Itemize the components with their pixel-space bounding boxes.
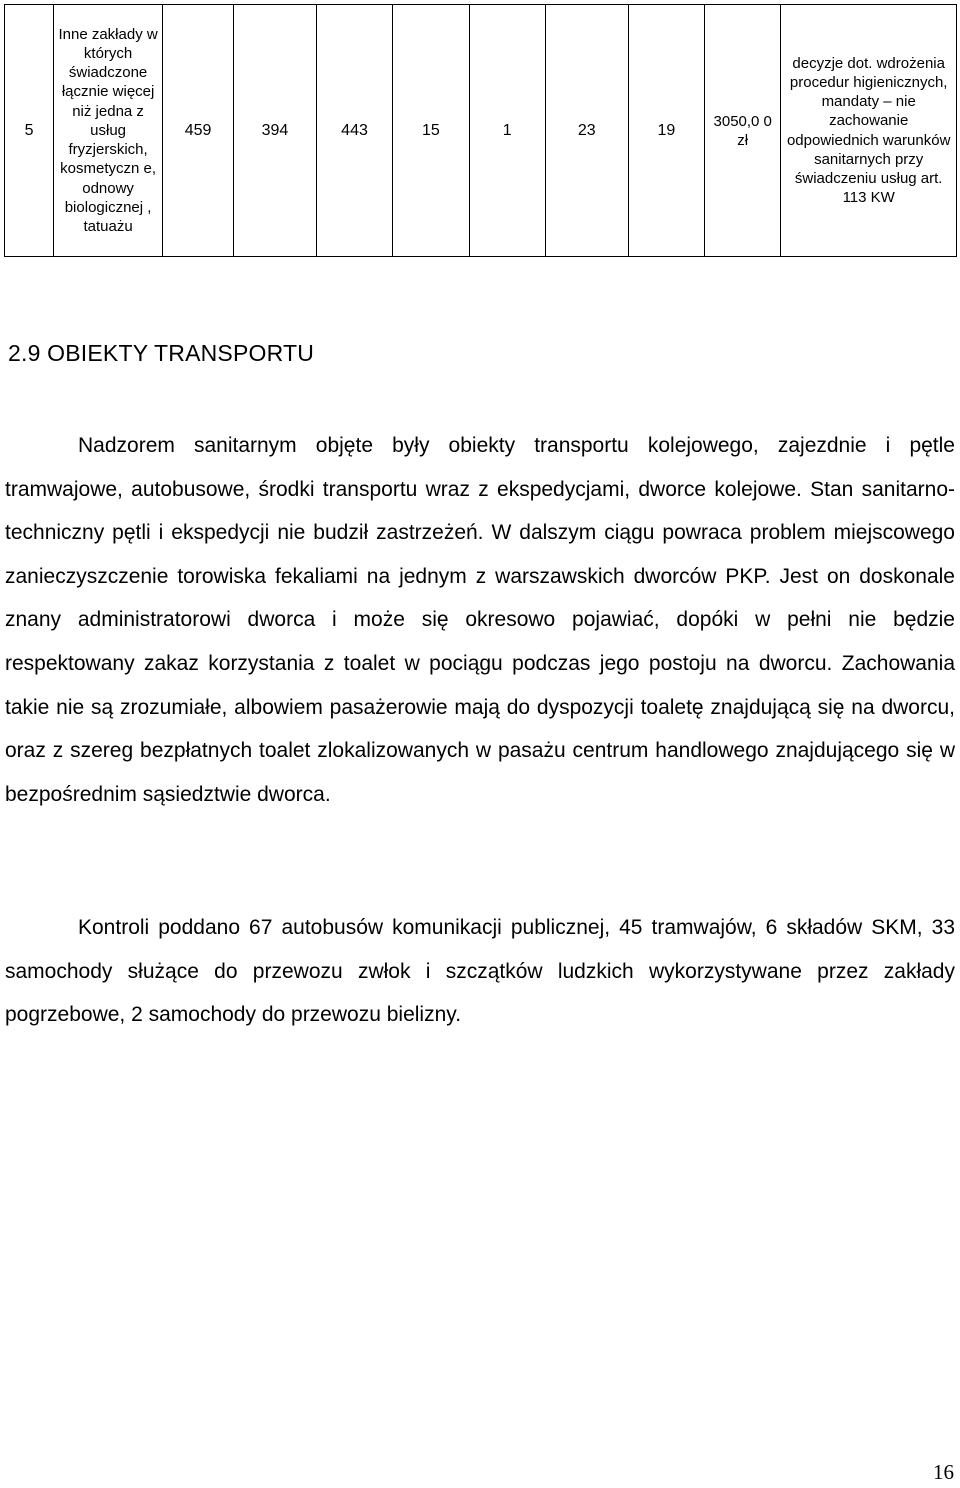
description-cell: decyzje dot. wdrożenia procedur higienicznych, mandaty – nie zachowanie odpowiednich warunków sanitarnych przy świadczeniu usług art. 113 KW — [781, 5, 957, 257]
value-cell-4: 15 — [393, 5, 469, 257]
value-cell-2: 394 — [233, 5, 316, 257]
facility-type-cell: Inne zakłady w których świadczone łącznie więcej niż jedna z usług fryzjerskich, kosmetyczn e, odnowy biologicznej , tatuażu — [54, 5, 163, 257]
paragraph-supervision: Nadzorem sanitarnym objęte były obiekty transportu kolejowego, zajezdnie i pętle tramwajowe, autobusowe, środki transportu wraz z ekspedycjami, dworce kolejowe. Stan sanitarno-techniczny pętli i ekspedycji nie budził zastrzeżeń. W dalszym ciągu powraca problem miejscowego zanieczyszczenie torowiska fekaliami na jednym z warszawskich dworców PKP. Jest on doskonale znany administratorowi dworca i może się okresowo pojawiać, dopóki w pełni nie będzie respektowany zakaz korzystania z toalet w pociągu podczas jego postoju na dworcu. Zachowania takie nie są zrozumiałe, albowiem pasażerowie mają do dyspozycji toaletę znajdującą się na dworcu, oraz z szereg bezpłatnych toalet zlokalizowanych w pasażu centrum handlowego znajdującego się w bezpośrednim sąsiedztwie dworca. — [5, 434, 955, 806]
page-number: 16 — [933, 1460, 954, 1484]
value-cell-1: 459 — [163, 5, 234, 257]
row-number-cell: 5 — [5, 5, 54, 257]
value-cell-5: 1 — [469, 5, 545, 257]
table-row — [5, 5, 957, 257]
value-cell-7: 19 — [628, 5, 704, 257]
section-heading: 2.9 OBIEKTY TRANSPORTU — [8, 340, 315, 366]
paragraph-inspections: Kontroli poddano 67 autobusów komunikacji publicznej, 45 tramwajów, 6 składów SKM, 33 samochody służące do przewozu zwłok i szczątków ludzkich wykorzystywane przez zakłady pogrzebowe, 2 samochody do przewozu bielizny. — [5, 916, 955, 1027]
value-cell-6: 23 — [545, 5, 628, 257]
statistics-table — [4, 4, 957, 257]
value-cell-3: 443 — [316, 5, 392, 257]
amount-cell: 3050,0 0 zł — [705, 5, 781, 257]
